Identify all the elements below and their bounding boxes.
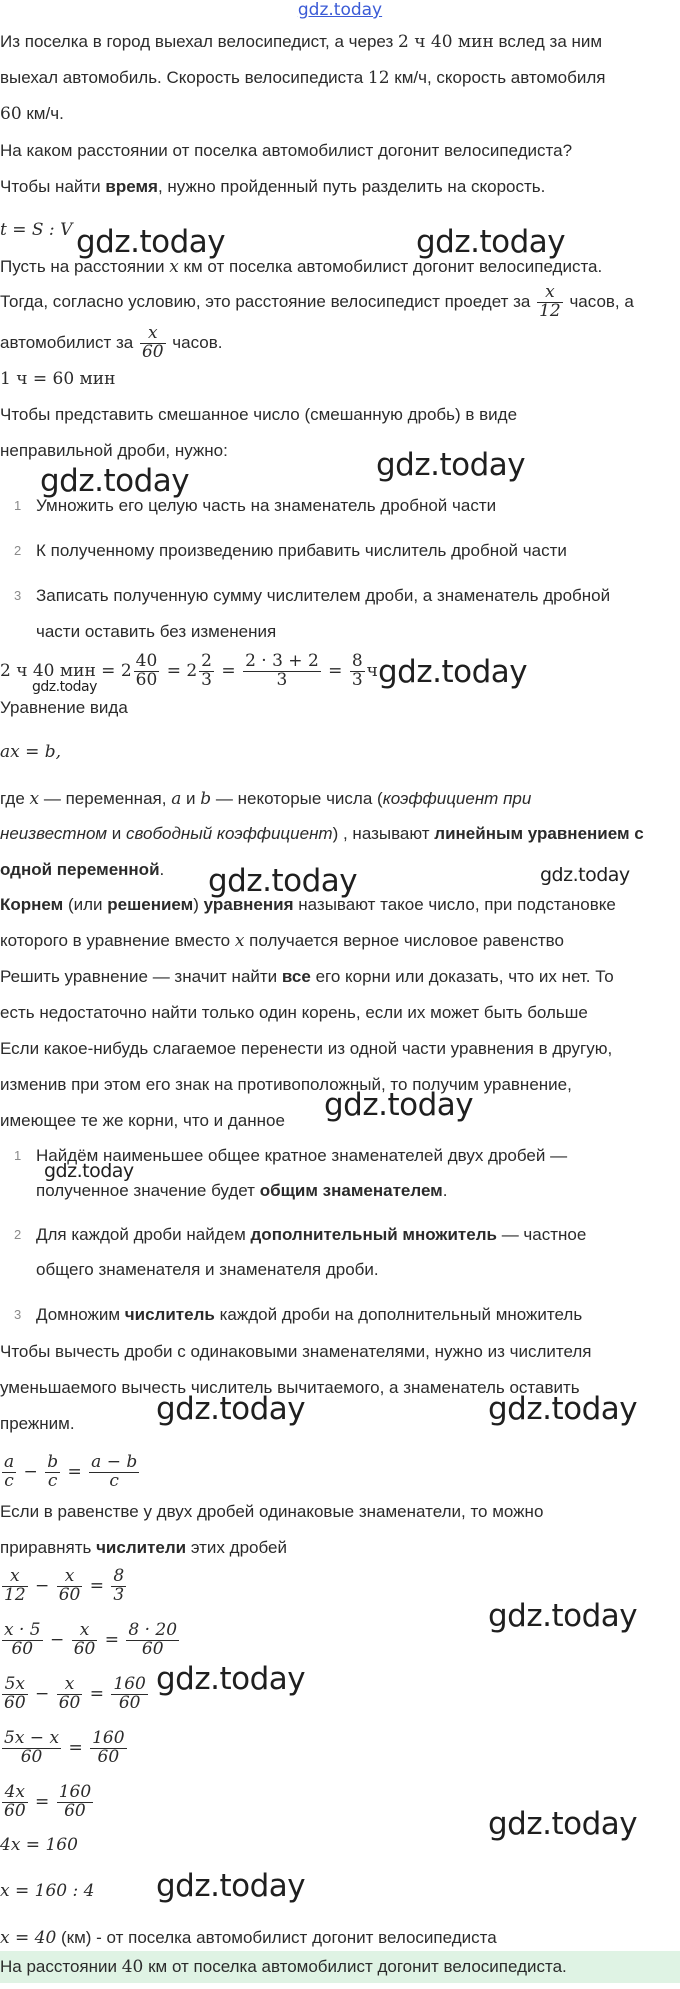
step-number: 1 (14, 498, 22, 513)
linear-title: Уравнение вида (0, 698, 128, 717)
watermark: gdz.today (156, 1661, 306, 1697)
solution-eq-6: 4x = 160 (0, 1835, 78, 1855)
common-step-1: Найдём наименьшее общее кратное знаменателей двух дробей — (36, 1146, 568, 1165)
step-number: 3 (14, 588, 22, 603)
watermark: gdz.today (324, 1087, 474, 1123)
subtract-line-3: прежним. (0, 1414, 75, 1433)
common-step-1-cont: полученное значение будет общим знаменателем. (36, 1181, 448, 1200)
problem-line-1: Из поселка в город выехал велосипедист, а через 2 ч 40 мин вслед за ним (0, 32, 603, 52)
watermark: gdz.today (76, 224, 226, 260)
problem-line-3: 60 км/ч. (0, 104, 64, 124)
then-line-1: Тогда, согласно условию, это расстояние велосипедист проедет за $\frac{x}{12}$ часов, а (0, 282, 634, 322)
watermark: gdz.today (488, 1391, 638, 1427)
subtract-line-1: Чтобы вычесть дроби с одинаковыми знаменателями, нужно из числителя (0, 1342, 592, 1361)
formula-time: t = S : V (0, 220, 73, 240)
solution-eq-2: $\frac{x \cdot 5}{60}$ − $\frac{x}{60}$ = $\frac{8 \cdot 20}{60}$ (4, 1620, 178, 1659)
step-number: 2 (14, 1227, 22, 1242)
subtract-formula: $\frac{a}{c}$ − $\frac{b}{c}$ = $\frac{a - b}{c}$ (4, 1452, 138, 1491)
linear-line-3: одной переменной. (0, 860, 165, 879)
transfer-line-2: изменив при этом его знак на противоположный, то получим уравнение, (0, 1075, 572, 1094)
time-rule: Чтобы найти время, нужно пройденный путь разделить на скорость. (0, 177, 546, 196)
watermark: gdz.today (156, 1391, 306, 1427)
mixed-step-2: К полученному произведению прибавить числитель дробной части (36, 541, 567, 560)
hour-conversion: 1 ч = 60 мин (0, 369, 116, 389)
watermark: gdz.today (540, 864, 630, 886)
mixed-step-3-cont: части оставить без изменения (36, 622, 277, 641)
root-line-1: Корнем (или решением) уравнения называют такое число, при подстановке (0, 895, 616, 914)
subtract-line-2: уменьшаемого вычесть числитель вычитаемого, а знаменатель оставить (0, 1378, 580, 1397)
mixed-rule-line-2: неправильной дроби, нужно: (0, 441, 228, 460)
common-step-3: Домножим числитель каждой дроби на дополнительный множитель (36, 1305, 583, 1324)
watermark: gdz.today (488, 1598, 638, 1634)
solution-eq-1: $\frac{x}{12}$ − $\frac{x}{60}$ = $\frac{8}{3}$ (4, 1566, 125, 1605)
equal-den-line-1: Если в равенстве у двух дробей одинаковые знаменатели, то можно (0, 1502, 544, 1521)
step-number: 1 (14, 1148, 22, 1163)
mixed-step-3: Записать полученную сумму числителем дроби, а знаменатель дробной (36, 586, 611, 605)
step-number: 3 (14, 1307, 22, 1322)
solution-result: x = 40 (км) - от поселка автомобилист догонит велосипедиста (0, 1928, 497, 1948)
problem-question: На каком расстоянии от поселка автомобилист догонит велосипедиста? (0, 141, 573, 160)
watermark: gdz.today (32, 679, 97, 695)
watermark: gdz.today (488, 1806, 638, 1842)
site-logo[interactable]: gdz.today (297, 0, 383, 20)
solution-eq-7: x = 160 : 4 (0, 1881, 95, 1901)
watermark: gdz.today (378, 654, 528, 690)
common-step-2-cont: общего знаменателя и знаменателя дроби. (36, 1260, 379, 1279)
solution-eq-5: $\frac{4x}{60}$ = $\frac{160}{60}$ (4, 1782, 92, 1821)
problem-line-2: выехал автомобиль. Скорость велосипедиста 12 км/ч, скорость автомобиля (0, 68, 606, 88)
linear-form: ax = b, (0, 742, 62, 762)
watermark: gdz.today (156, 1868, 306, 1904)
solve-line-1: Решить уравнение — значит найти все его корни или доказать, что их нет. То (0, 967, 614, 986)
mixed-step-1: Умножить его целую часть на знаменатель дробной части (36, 496, 497, 515)
conversion-equation: 2 ч 40 мин = 2 $\frac{40}{60}$ = 2 $\frac{2}{3}$ = $\frac{2 \cdot 3 + 2}{3}$ = $\frac{8}{3}$ ч (0, 651, 378, 690)
transfer-line-1: Если какое-нибудь слагаемое перенести из одной части уравнения в другую, (0, 1039, 613, 1058)
root-line-2: которого в уравнение вместо x получается верное числовое равенство (0, 931, 564, 951)
watermark: gdz.today (40, 463, 190, 499)
watermark: gdz.today (376, 447, 526, 483)
transfer-line-3: имеющее те же корни, что и данное (0, 1111, 285, 1130)
step-number: 2 (14, 543, 22, 558)
solution-eq-4: $\frac{5x - x}{60}$ = $\frac{160}{60}$ (4, 1728, 125, 1767)
linear-line-1: где x — переменная, a и b — некоторые числа (коэффициент при (0, 789, 532, 809)
watermark: gdz.today (208, 863, 358, 899)
solution-eq-3: $\frac{5x}{60}$ − $\frac{x}{60}$ = $\frac{160}{60}$ (4, 1674, 146, 1713)
mixed-rule-line-1: Чтобы представить смешанное число (смешанную дробь) в виде (0, 405, 518, 424)
solve-line-2: есть недостаточно найти только один корень, если их может быть больше (0, 1003, 588, 1022)
linear-line-2: неизвестном и свободный коэффициент) , называют линейным уравнением с (0, 824, 644, 843)
watermark: gdz.today (44, 1160, 134, 1182)
then-line-2: автомобилист за $\frac{x}{60}$ часов. (0, 323, 223, 363)
equal-den-line-2: приравнять числители этих дробей (0, 1538, 287, 1557)
answer-box: На расстоянии 40 км от поселка автомобилист догонит велосипедиста. (0, 1951, 680, 1983)
let-line: Пусть на расстоянии x км от поселка автомобилист догонит велосипедиста. (0, 257, 603, 277)
common-step-2: Для каждой дроби найдем дополнительный множитель — частное (36, 1225, 587, 1244)
watermark: gdz.today (416, 224, 566, 260)
